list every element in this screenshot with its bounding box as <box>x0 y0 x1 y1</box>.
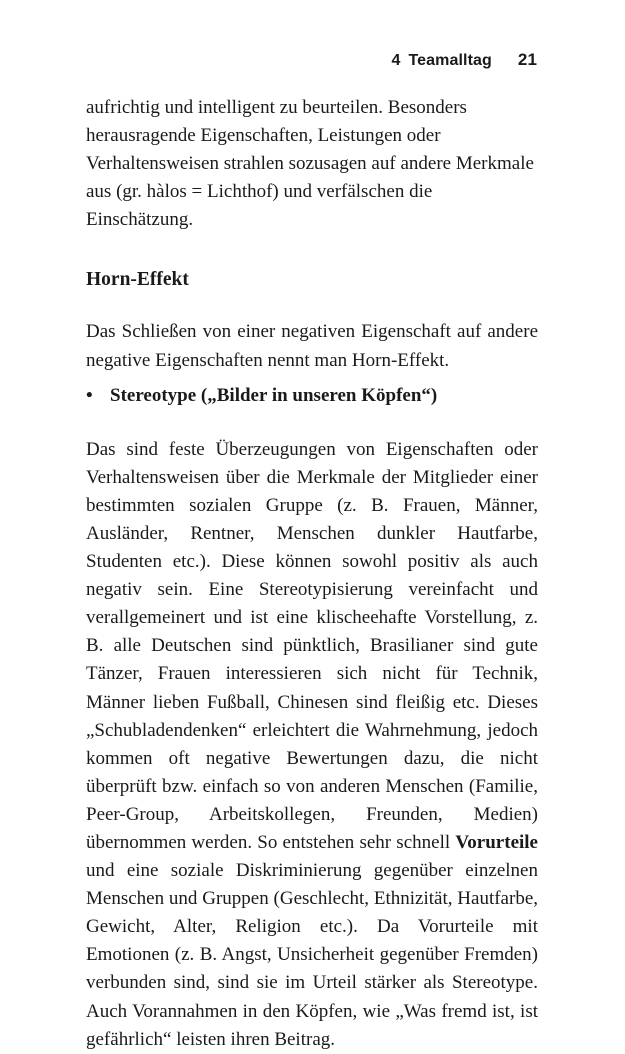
intro-paragraph: aufrichtig und intelligent zu beurteilen. Besonders herausragende Eigenschaften, Leistungen oder Verhaltensweisen strahlen sozusagen auf andere Merkmale aus (gr. hàlos = Lichthof) und verfälschen die Einschätzung. <box>86 97 534 231</box>
page-number: 21 <box>517 50 537 69</box>
running-head <box>391 50 537 70</box>
stereotype-paragraph-part2: und eine soziale Diskriminierung gegenüber einzelnen Menschen und Gruppen (Geschlecht, Ethnizität, Hautfarbe, Gewicht, Alter, Religion etc.). Da Vorurteile mit Emotionen (z. B. Angst, Unsicherheit gegenüber Fremden) verbunden sind, sind sie im Urteil stärker als Stereotype. Auch Vorannahmen in den Köpfen, wie „Was fremd ist, ist gefährlich“ leisten ihren Beitrag. <box>86 860 538 1050</box>
bullet-dot: • <box>86 384 93 406</box>
horn-effekt-paragraph: Das Schließen von einer negativen Eigenschaft auf andere negative Eigenschaften nennt man Horn-Effekt. <box>86 321 538 371</box>
bullet-heading-text: Stereotype („Bilder in unseren Köpfen“) <box>110 384 438 406</box>
chapter-number: 4 <box>391 52 401 69</box>
stereotype-paragraph <box>86 436 538 1054</box>
term-vorurteile: Vorurteile <box>455 831 538 853</box>
chapter-title: Teamalltag <box>408 52 492 69</box>
section-heading-horn-effekt: Horn-Effekt <box>86 269 189 291</box>
bullet-heading-stereotype <box>86 382 538 410</box>
page-body <box>86 94 538 1054</box>
stereotype-paragraph-part1: Das sind feste Überzeugungen von Eigenschaften oder Verhaltensweisen über die Merkmale der Mitglieder einer bestimmten sozialen Gruppe (z. B. Frauen, Männer, Ausländer, Rentner, Menschen dunkler Hautfarbe, Studenten etc.). Diese können sowohl positiv als auch negativ sein. Eine Stereotypisierung vereinfacht und verallgemeinert und ist eine klischeehafte Vorstellung, z. B. alle Deutschen sind pünktlich, Brasilianer sind gute Tänzer, Frauen interessieren sich nicht für Technik, Männer lieben Fußball, Chinesen sind fleißig etc. Dieses „Schubladendenken“ erleichtert die Wahrnehmung, jedoch kommen oft negative Bewertungen dazu, die nicht überprüft bzw. einfach so von anderen Menschen (Familie, Peer-Group, Arbeitskollegen, Freunden, Medien) übernommen werden. So entstehen sehr schnell <box>86 438 538 853</box>
